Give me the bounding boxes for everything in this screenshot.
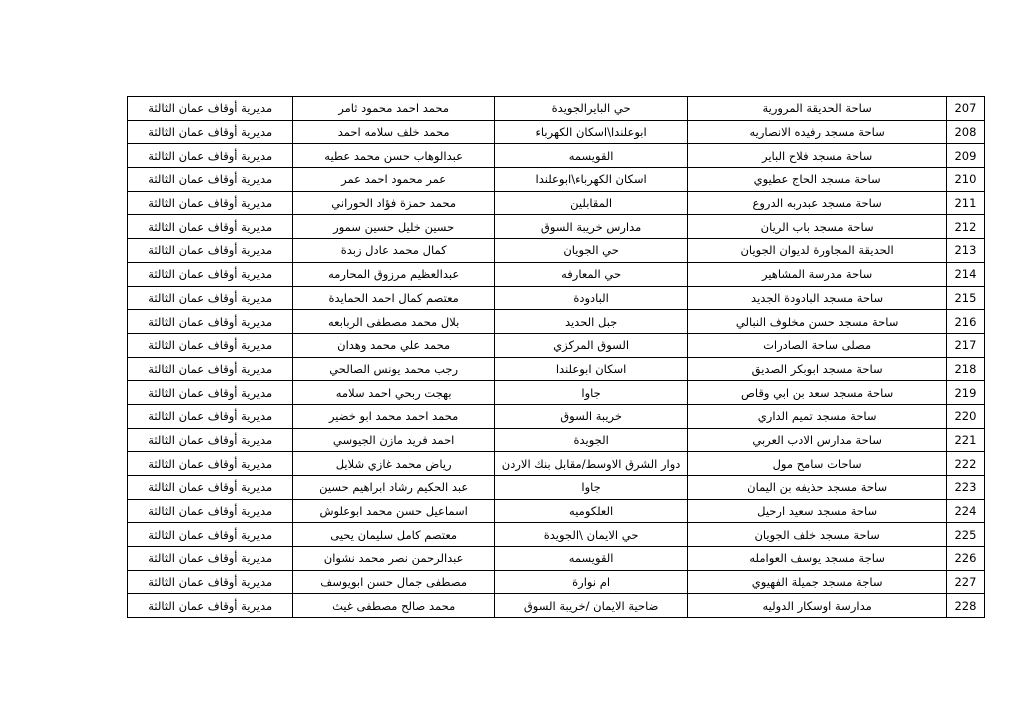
area-cell: ابوعلندا\اسكان الكهرباء xyxy=(494,120,687,144)
person-name-cell: رياض محمد غازي شلايل xyxy=(293,452,494,476)
area-cell: جاوا xyxy=(494,476,687,500)
table-row xyxy=(128,428,985,452)
directorate-cell: مديرية أوقاف عمان الثالثة xyxy=(128,570,293,594)
area-cell: حي البايرالجويدة xyxy=(494,97,687,121)
table-row xyxy=(128,168,985,192)
location-cell: ساحة مسجد باب الريان xyxy=(688,215,947,239)
row-number: 210 xyxy=(946,168,984,192)
row-number: 212 xyxy=(946,215,984,239)
location-cell: ساحة مسجد تميم الداري xyxy=(688,404,947,428)
row-number: 228 xyxy=(946,594,984,618)
row-number: 209 xyxy=(946,144,984,168)
person-name-cell: عبدالرحمن نصر محمد نشوان xyxy=(293,547,494,571)
area-cell: المقابلين xyxy=(494,191,687,215)
area-cell: ضاحية الايمان /خريبة السوق xyxy=(494,594,687,618)
location-cell: ساحة مسجد فلاح الباير xyxy=(688,144,947,168)
table-row xyxy=(128,120,985,144)
area-cell: السوق المركزي xyxy=(494,333,687,357)
location-cell: ساجة مسجد جميلة الفهيوي xyxy=(688,570,947,594)
directorate-cell: مديرية أوقاف عمان الثالثة xyxy=(128,120,293,144)
person-name-cell: احمد فريد مازن الجيوسي xyxy=(293,428,494,452)
table-row xyxy=(128,333,985,357)
area-cell: حي الجويان xyxy=(494,239,687,263)
table-row xyxy=(128,523,985,547)
directorate-cell: مديرية أوقاف عمان الثالثة xyxy=(128,168,293,192)
person-name-cell: رجب محمد يونس الصالحي xyxy=(293,357,494,381)
row-number: 211 xyxy=(946,191,984,215)
row-number: 208 xyxy=(946,120,984,144)
directorate-cell: مديرية أوقاف عمان الثالثة xyxy=(128,191,293,215)
directorate-cell: مديرية أوقاف عمان الثالثة xyxy=(128,404,293,428)
directorate-cell: مديرية أوقاف عمان الثالثة xyxy=(128,547,293,571)
area-cell: دوار الشرق الاوسط/مقابل بنك الاردن xyxy=(494,452,687,476)
directorate-cell: مديرية أوقاف عمان الثالثة xyxy=(128,523,293,547)
area-cell: جبل الحديد xyxy=(494,310,687,334)
person-name-cell: محمد علي محمد وهدان xyxy=(293,333,494,357)
location-cell: ساحة مسجد رفيده الانصاريه xyxy=(688,120,947,144)
area-cell: مدارس خريبة السوق xyxy=(494,215,687,239)
person-name-cell: عبدالعظيم مرزوق المحارمه xyxy=(293,262,494,286)
location-cell: ساحة مدرسة المشاهير xyxy=(688,262,947,286)
person-name-cell: كمال محمد عادل زبدة xyxy=(293,239,494,263)
table-row xyxy=(128,499,985,523)
table-body xyxy=(128,97,985,618)
table-row xyxy=(128,476,985,500)
table-row xyxy=(128,452,985,476)
row-number: 213 xyxy=(946,239,984,263)
person-name-cell: محمد صالح مصطفى غيث xyxy=(293,594,494,618)
directorate-cell: مديرية أوقاف عمان الثالثة xyxy=(128,428,293,452)
directorate-cell: مديرية أوقاف عمان الثالثة xyxy=(128,381,293,405)
location-cell: ساحة مسجد عبدربه الدروع xyxy=(688,191,947,215)
directorate-cell: مديرية أوقاف عمان الثالثة xyxy=(128,452,293,476)
location-cell: ساحة مسجد حسن مخلوف النبالي xyxy=(688,310,947,334)
area-cell: البادودة xyxy=(494,286,687,310)
table-row xyxy=(128,381,985,405)
table-row xyxy=(128,97,985,121)
row-number: 207 xyxy=(946,97,984,121)
row-number: 223 xyxy=(946,476,984,500)
person-name-cell: معتصم كامل سليمان يحيى xyxy=(293,523,494,547)
table-row xyxy=(128,310,985,334)
row-number: 215 xyxy=(946,286,984,310)
directorate-cell: مديرية أوقاف عمان الثالثة xyxy=(128,215,293,239)
person-name-cell: محمد خلف سلامه احمد xyxy=(293,120,494,144)
area-cell: ام نوارة xyxy=(494,570,687,594)
person-name-cell: حسين خليل حسين سمور xyxy=(293,215,494,239)
directorate-cell: مديرية أوقاف عمان الثالثة xyxy=(128,333,293,357)
table-row xyxy=(128,570,985,594)
location-cell: ساحة مسجد ابوبكر الصديق xyxy=(688,357,947,381)
row-number: 217 xyxy=(946,333,984,357)
locations-table xyxy=(127,96,985,618)
directorate-cell: مديرية أوقاف عمان الثالثة xyxy=(128,310,293,334)
row-number: 221 xyxy=(946,428,984,452)
person-name-cell: مصطفى جمال حسن ابويوسف xyxy=(293,570,494,594)
area-cell: اسكان الكهرباء\ابوعلندا xyxy=(494,168,687,192)
location-cell: الحديقة المجاورة لديوان الجويان xyxy=(688,239,947,263)
person-name-cell: اسماعيل حسن محمد ابوعلوش xyxy=(293,499,494,523)
directorate-cell: مديرية أوقاف عمان الثالثة xyxy=(128,144,293,168)
area-cell: خريبة السوق xyxy=(494,404,687,428)
directorate-cell: مديرية أوقاف عمان الثالثة xyxy=(128,239,293,263)
area-cell: اسكان ابوعلندا xyxy=(494,357,687,381)
row-number: 225 xyxy=(946,523,984,547)
location-cell: ساحة مسجد البادودة الجديد xyxy=(688,286,947,310)
row-number: 218 xyxy=(946,357,984,381)
directorate-cell: مديرية أوقاف عمان الثالثة xyxy=(128,97,293,121)
location-cell: مدارسة اوسكار الدوليه xyxy=(688,594,947,618)
directorate-cell: مديرية أوقاف عمان الثالثة xyxy=(128,476,293,500)
location-cell: ساحة مسجد حذيفه بن اليمان xyxy=(688,476,947,500)
area-cell: القويسمه xyxy=(494,144,687,168)
table-row xyxy=(128,594,985,618)
table-row xyxy=(128,239,985,263)
row-number: 222 xyxy=(946,452,984,476)
directorate-cell: مديرية أوقاف عمان الثالثة xyxy=(128,262,293,286)
table-row xyxy=(128,262,985,286)
table-row xyxy=(128,144,985,168)
directorate-cell: مديرية أوقاف عمان الثالثة xyxy=(128,357,293,381)
location-cell: ساحة مدارس الادب العربي xyxy=(688,428,947,452)
row-number: 224 xyxy=(946,499,984,523)
location-cell: ساجة مسجد يوسف العوامله xyxy=(688,547,947,571)
row-number: 227 xyxy=(946,570,984,594)
person-name-cell: عمر محمود احمد عمر xyxy=(293,168,494,192)
person-name-cell: بلال محمد مصطفى الربابعه xyxy=(293,310,494,334)
location-cell: ساحة مسجد سعيد ارحيل xyxy=(688,499,947,523)
person-name-cell: عبدالوهاب حسن محمد عطيه xyxy=(293,144,494,168)
person-name-cell: معتصم كمال احمد الحمايدة xyxy=(293,286,494,310)
area-cell: القويسمه xyxy=(494,547,687,571)
person-name-cell: محمد احمد محمود ثامر xyxy=(293,97,494,121)
location-cell: مصلى ساحة الصادرات xyxy=(688,333,947,357)
table-row xyxy=(128,547,985,571)
table-row xyxy=(128,404,985,428)
area-cell: العلكوميه xyxy=(494,499,687,523)
location-cell: ساحة مسجد سعد بن ابي وقاص xyxy=(688,381,947,405)
person-name-cell: عبد الحكيم رشاد ابراهيم حسين xyxy=(293,476,494,500)
location-cell: ساحات سامح مول xyxy=(688,452,947,476)
table-row xyxy=(128,215,985,239)
table-row xyxy=(128,191,985,215)
area-cell: الجويدة xyxy=(494,428,687,452)
area-cell: حي المعارفه xyxy=(494,262,687,286)
location-cell: ساحة مسجد خلف الجويان xyxy=(688,523,947,547)
row-number: 214 xyxy=(946,262,984,286)
row-number: 220 xyxy=(946,404,984,428)
directorate-cell: مديرية أوقاف عمان الثالثة xyxy=(128,594,293,618)
directorate-cell: مديرية أوقاف عمان الثالثة xyxy=(128,286,293,310)
row-number: 219 xyxy=(946,381,984,405)
table-row xyxy=(128,286,985,310)
person-name-cell: بهجت ربحي احمد سلامه xyxy=(293,381,494,405)
location-cell: ساحة مسجد الحاج عطيوي xyxy=(688,168,947,192)
person-name-cell: محمد احمد محمد ابو خضير xyxy=(293,404,494,428)
row-number: 216 xyxy=(946,310,984,334)
location-cell: ساحة الحديقة المرورية xyxy=(688,97,947,121)
person-name-cell: محمد حمزة فؤاد الحوراني xyxy=(293,191,494,215)
row-number: 226 xyxy=(946,547,984,571)
area-cell: جاوا xyxy=(494,381,687,405)
directorate-cell: مديرية أوقاف عمان الثالثة xyxy=(128,499,293,523)
area-cell: حي الايمان \الجويدة xyxy=(494,523,687,547)
table-row xyxy=(128,357,985,381)
